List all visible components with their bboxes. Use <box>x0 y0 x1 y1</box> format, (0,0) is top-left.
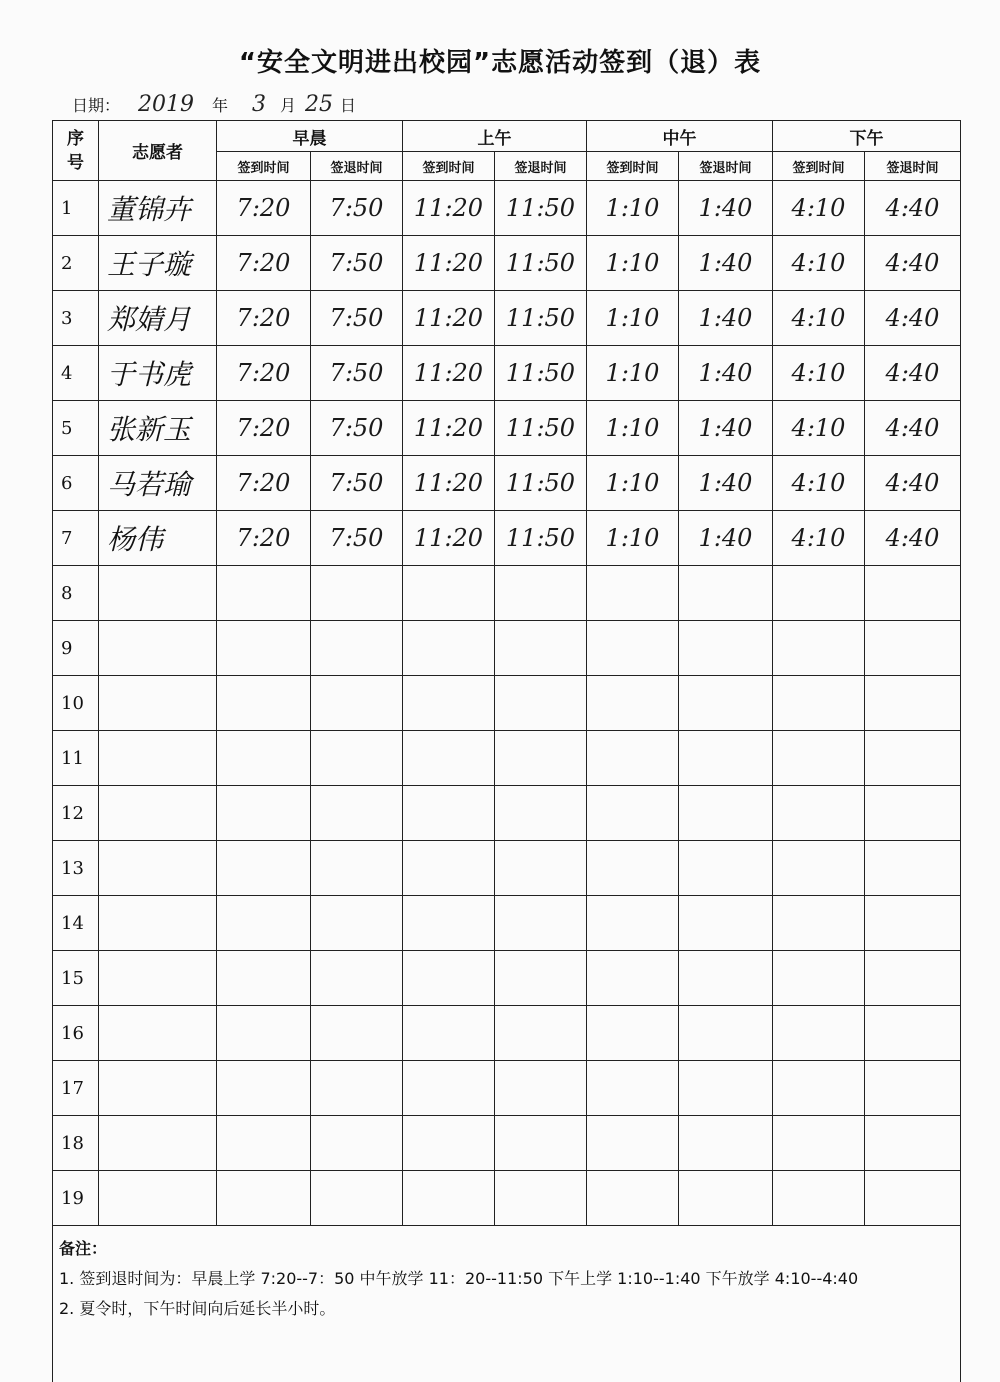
year-unit: 年 <box>212 96 228 115</box>
row-number: 11 <box>53 731 99 786</box>
day-unit: 日 <box>340 96 356 115</box>
date-label: 日期： <box>72 96 120 115</box>
header-sign-out: 签退时间 <box>679 152 773 181</box>
sign-out-time <box>495 1171 587 1226</box>
sign-in-time: 7:20 <box>217 291 311 346</box>
row-number: 10 <box>53 676 99 731</box>
table-row <box>53 731 961 786</box>
volunteer-name: 于书虎 <box>99 346 217 401</box>
sign-in-time <box>587 566 679 621</box>
row-number: 1 <box>53 181 99 236</box>
sign-out-time: 7:50 <box>311 346 403 401</box>
sign-out-time: 7:50 <box>311 456 403 511</box>
sign-out-time: 7:50 <box>311 401 403 456</box>
row-number: 13 <box>53 841 99 896</box>
header-sign-in: 签到时间 <box>773 152 865 181</box>
sign-out-time <box>311 676 403 731</box>
table-row <box>53 346 961 401</box>
row-number: 4 <box>53 346 99 401</box>
volunteer-name <box>99 676 217 731</box>
row-number: 12 <box>53 786 99 841</box>
sign-in-time: 1:10 <box>587 236 679 291</box>
sign-out-time: 7:50 <box>311 511 403 566</box>
sign-in-time <box>217 1061 311 1116</box>
sign-in-time <box>403 1006 495 1061</box>
table-row <box>53 841 961 896</box>
notes-section <box>53 1226 961 1382</box>
row-number: 3 <box>53 291 99 346</box>
volunteer-name <box>99 566 217 621</box>
sign-out-time <box>865 676 961 731</box>
header-sign-out: 签退时间 <box>495 152 587 181</box>
sign-out-time <box>495 566 587 621</box>
sign-out-time <box>865 1116 961 1171</box>
sign-out-time <box>495 1116 587 1171</box>
header-period-forenoon: 上午 <box>403 121 587 152</box>
row-number: 2 <box>53 236 99 291</box>
sign-out-time: 11:50 <box>495 401 587 456</box>
sign-in-time <box>217 676 311 731</box>
sign-out-time <box>865 786 961 841</box>
volunteer-name <box>99 1061 217 1116</box>
sign-out-time <box>679 841 773 896</box>
sign-out-time <box>679 1171 773 1226</box>
sign-out-time <box>311 841 403 896</box>
sign-out-time <box>311 951 403 1006</box>
sign-in-time <box>587 896 679 951</box>
sign-out-time: 1:40 <box>679 456 773 511</box>
sign-out-time <box>865 951 961 1006</box>
header-period-afternoon: 下午 <box>773 121 961 152</box>
sign-in-time: 4:10 <box>773 511 865 566</box>
sign-in-time <box>217 621 311 676</box>
sign-in-time <box>403 1171 495 1226</box>
table-row <box>53 1171 961 1226</box>
sign-in-time: 7:20 <box>217 456 311 511</box>
row-number: 18 <box>53 1116 99 1171</box>
sign-out-time: 7:50 <box>311 181 403 236</box>
sign-in-time: 4:10 <box>773 346 865 401</box>
sign-in-time: 4:10 <box>773 236 865 291</box>
sign-out-time <box>865 896 961 951</box>
sign-out-time <box>865 1006 961 1061</box>
sign-in-time <box>587 1116 679 1171</box>
sign-in-time <box>217 1006 311 1061</box>
sign-in-time: 7:20 <box>217 511 311 566</box>
notes-title: 备注： <box>59 1234 954 1264</box>
sign-in-time <box>773 731 865 786</box>
sign-in-time <box>587 1006 679 1061</box>
sign-in-time <box>217 786 311 841</box>
sign-in-time <box>217 1171 311 1226</box>
sign-out-time: 1:40 <box>679 181 773 236</box>
row-number: 19 <box>53 1171 99 1226</box>
sign-in-time: 1:10 <box>587 181 679 236</box>
sign-out-time <box>679 896 773 951</box>
sign-in-time: 11:20 <box>403 181 495 236</box>
sign-in-time: 4:10 <box>773 401 865 456</box>
row-number: 5 <box>53 401 99 456</box>
table-row <box>53 1061 961 1116</box>
header-sign-out: 签退时间 <box>311 152 403 181</box>
sign-in-time <box>217 566 311 621</box>
sign-in-time <box>587 841 679 896</box>
sign-out-time <box>865 841 961 896</box>
sign-out-time: 1:40 <box>679 291 773 346</box>
table-row <box>53 951 961 1006</box>
volunteer-name <box>99 896 217 951</box>
table-row <box>53 236 961 291</box>
sign-out-time <box>311 621 403 676</box>
date-day: 25 <box>302 92 336 117</box>
sign-in-time <box>217 951 311 1006</box>
sign-out-time <box>865 1171 961 1226</box>
sign-in-time <box>587 951 679 1006</box>
volunteer-name <box>99 621 217 676</box>
volunteer-name <box>99 841 217 896</box>
table-row <box>53 676 961 731</box>
volunteer-name <box>99 1116 217 1171</box>
sign-in-time: 7:20 <box>217 346 311 401</box>
table-row <box>53 401 961 456</box>
sign-out-time <box>311 1171 403 1226</box>
table-row <box>53 511 961 566</box>
table-row <box>53 896 961 951</box>
sign-out-time: 4:40 <box>865 291 961 346</box>
sign-in-time: 1:10 <box>587 346 679 401</box>
sign-out-time <box>311 1006 403 1061</box>
sign-out-time: 11:50 <box>495 346 587 401</box>
sign-out-time: 1:40 <box>679 236 773 291</box>
table-row <box>53 621 961 676</box>
sign-in-time: 4:10 <box>773 291 865 346</box>
table-row <box>53 786 961 841</box>
row-number: 16 <box>53 1006 99 1061</box>
sign-in-time <box>403 841 495 896</box>
sign-in-time <box>403 566 495 621</box>
sign-in-time: 11:20 <box>403 401 495 456</box>
table-row <box>53 566 961 621</box>
sign-in-time <box>773 1061 865 1116</box>
header-sign-in: 签到时间 <box>217 152 311 181</box>
table-row <box>53 1116 961 1171</box>
sign-out-time <box>495 841 587 896</box>
sign-out-time: 11:50 <box>495 291 587 346</box>
sign-in-time <box>773 951 865 1006</box>
sign-out-time: 11:50 <box>495 236 587 291</box>
sign-out-time: 7:50 <box>311 291 403 346</box>
sign-in-time <box>403 676 495 731</box>
row-number: 6 <box>53 456 99 511</box>
sign-out-time: 4:40 <box>865 236 961 291</box>
row-number: 14 <box>53 896 99 951</box>
sign-out-time: 4:40 <box>865 401 961 456</box>
sign-in-time <box>403 621 495 676</box>
volunteer-name: 郑婧月 <box>99 291 217 346</box>
sign-out-time: 11:50 <box>495 511 587 566</box>
sign-in-table <box>52 120 961 1382</box>
sign-in-time <box>773 1116 865 1171</box>
sign-out-time <box>495 1061 587 1116</box>
sign-out-time: 11:50 <box>495 181 587 236</box>
sign-in-time <box>217 1116 311 1171</box>
sign-in-time <box>403 786 495 841</box>
sign-out-time <box>679 731 773 786</box>
sign-in-time: 11:20 <box>403 456 495 511</box>
sign-out-time <box>495 621 587 676</box>
volunteer-name: 董锦卉 <box>99 181 217 236</box>
sign-in-time <box>773 841 865 896</box>
sign-in-time <box>587 731 679 786</box>
sign-in-time <box>587 1061 679 1116</box>
sign-in-time <box>403 1116 495 1171</box>
sign-out-time <box>679 621 773 676</box>
sign-in-time <box>217 841 311 896</box>
sign-in-time: 1:10 <box>587 401 679 456</box>
date-month: 3 <box>242 92 276 117</box>
sign-out-time: 1:40 <box>679 401 773 456</box>
sign-out-time <box>311 731 403 786</box>
sign-out-time: 4:40 <box>865 181 961 236</box>
volunteer-name <box>99 951 217 1006</box>
sign-out-time <box>495 731 587 786</box>
header-volunteer: 志愿者 <box>99 121 217 181</box>
sign-in-time: 1:10 <box>587 456 679 511</box>
sign-out-time <box>679 1061 773 1116</box>
sign-in-time <box>773 676 865 731</box>
volunteer-name: 张新玉 <box>99 401 217 456</box>
sign-out-time: 1:40 <box>679 346 773 401</box>
sign-out-time <box>495 786 587 841</box>
sign-in-time: 7:20 <box>217 181 311 236</box>
date-line <box>72 92 356 117</box>
sign-in-time <box>773 1171 865 1226</box>
month-unit: 月 <box>280 96 296 115</box>
sign-out-time <box>311 896 403 951</box>
sign-in-time <box>773 1006 865 1061</box>
row-number: 7 <box>53 511 99 566</box>
header-period-noon: 中午 <box>587 121 773 152</box>
sign-in-time <box>403 731 495 786</box>
sign-in-time <box>773 896 865 951</box>
volunteer-name <box>99 731 217 786</box>
sign-out-time: 11:50 <box>495 456 587 511</box>
notes-line-2: 2. 夏令时，下午时间向后延长半小时。 <box>59 1294 954 1324</box>
volunteer-name: 马若瑜 <box>99 456 217 511</box>
sign-in-time <box>403 951 495 1006</box>
sign-in-time <box>587 1171 679 1226</box>
sign-out-time <box>495 896 587 951</box>
volunteer-name <box>99 786 217 841</box>
sign-out-time <box>865 566 961 621</box>
sign-in-time <box>587 786 679 841</box>
sign-out-time: 4:40 <box>865 511 961 566</box>
sign-in-time <box>587 676 679 731</box>
sign-in-time: 11:20 <box>403 346 495 401</box>
row-number: 9 <box>53 621 99 676</box>
sign-out-time <box>495 676 587 731</box>
row-number: 8 <box>53 566 99 621</box>
header-sign-in: 签到时间 <box>587 152 679 181</box>
sign-in-time <box>773 621 865 676</box>
sign-out-time <box>865 731 961 786</box>
sign-out-time: 4:40 <box>865 346 961 401</box>
row-number: 17 <box>53 1061 99 1116</box>
volunteer-name <box>99 1171 217 1226</box>
header-sign-out: 签退时间 <box>865 152 961 181</box>
sign-in-time: 1:10 <box>587 511 679 566</box>
sign-in-time: 1:10 <box>587 291 679 346</box>
sign-in-time: 7:20 <box>217 236 311 291</box>
sign-out-time: 1:40 <box>679 511 773 566</box>
table-row <box>53 456 961 511</box>
sign-out-time: 4:40 <box>865 456 961 511</box>
header-seq: 序号 <box>53 121 99 181</box>
sign-out-time: 7:50 <box>311 236 403 291</box>
sign-out-time <box>679 676 773 731</box>
sign-out-time <box>495 951 587 1006</box>
header-period-morning: 早晨 <box>217 121 403 152</box>
volunteer-name: 王子璇 <box>99 236 217 291</box>
sign-out-time <box>311 1116 403 1171</box>
sign-out-time <box>311 566 403 621</box>
row-number: 15 <box>53 951 99 1006</box>
sheet-title: “安全文明进出校园”志愿活动签到（退）表 <box>0 42 1000 79</box>
notes-line-1: 1. 签到退时间为：早晨上学 7:20--7：50 中午放学 11：20--11:50 下午上学 1:10--1:40 下午放学 4:10--4:40 <box>59 1264 954 1294</box>
sign-in-time <box>217 896 311 951</box>
sign-out-time <box>865 621 961 676</box>
sign-out-time <box>679 951 773 1006</box>
table-row <box>53 181 961 236</box>
date-year: 2019 <box>138 92 208 117</box>
sign-out-time <box>679 1116 773 1171</box>
sign-in-time: 11:20 <box>403 511 495 566</box>
sign-out-time <box>865 1061 961 1116</box>
table-row <box>53 1006 961 1061</box>
sign-in-time <box>773 566 865 621</box>
sign-in-time: 4:10 <box>773 456 865 511</box>
sign-in-time <box>587 621 679 676</box>
sign-in-time <box>403 896 495 951</box>
sign-out-time <box>495 1006 587 1061</box>
sign-out-time <box>679 1006 773 1061</box>
sign-out-time <box>311 1061 403 1116</box>
volunteer-name <box>99 1006 217 1061</box>
table-row <box>53 291 961 346</box>
sign-out-time <box>679 566 773 621</box>
sign-in-time <box>773 786 865 841</box>
sign-in-time: 7:20 <box>217 401 311 456</box>
sign-out-time <box>679 786 773 841</box>
sign-out-time <box>311 786 403 841</box>
header-sign-in: 签到时间 <box>403 152 495 181</box>
sign-in-time <box>217 731 311 786</box>
sign-in-time: 4:10 <box>773 181 865 236</box>
volunteer-name: 杨伟 <box>99 511 217 566</box>
sign-in-time: 11:20 <box>403 236 495 291</box>
sign-in-time <box>403 1061 495 1116</box>
sign-in-time: 11:20 <box>403 291 495 346</box>
